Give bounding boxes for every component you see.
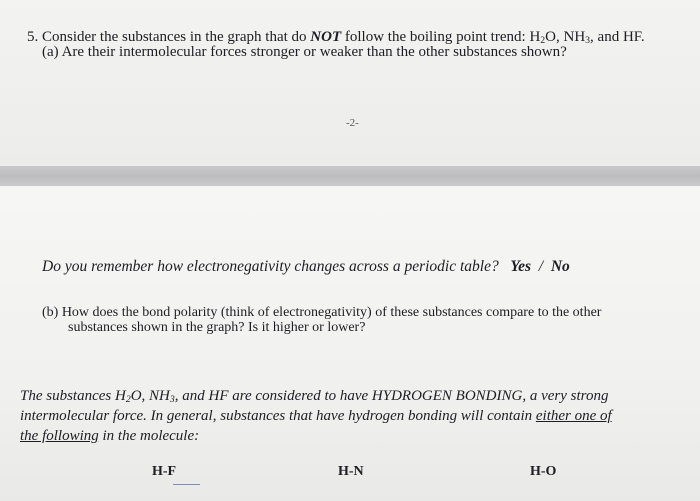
hydrogen-bonding-paragraph-line-3: the following in the molecule: <box>20 428 200 444</box>
bond-h-f: H-F <box>152 464 177 479</box>
remember-text: Do you remember how electronegativity changes across a periodic table? <box>42 258 499 275</box>
hydrogen-bonding-paragraph-line-2: intermolecular force. In general, substances that have hydrogen bonding will contain either one of <box>20 408 612 424</box>
yes-no-separator: / <box>538 258 544 275</box>
no-option[interactable]: No <box>550 258 570 275</box>
question-5-text-before: Consider the substances in the graph that do <box>42 29 307 45</box>
bond-h-o: H-O <box>530 464 557 479</box>
question-number: 5. <box>27 29 39 45</box>
hydrogen-bonding-paragraph-line-1: The substances $H_2O$, $NH_3$, and HF are considered to have HYDROGEN BONDING, a very strong <box>20 388 609 406</box>
worksheet-page-bottom <box>0 186 700 501</box>
bond-h-n: H-N <box>338 464 364 479</box>
question-part-b-line-1: (b) How does the bond polarity (think of electronegativity) of these substances compare to the other <box>42 305 602 320</box>
question-5-emphasis: NOT <box>310 29 342 45</box>
question-5-text-after: follow the boiling point trend: <box>344 29 526 45</box>
page-number: -2- <box>346 117 359 129</box>
worksheet-page-top <box>0 0 700 170</box>
question-part-a: (a) Are their intermolecular forces stronger or weaker than the other substances shown? <box>42 44 567 60</box>
yes-option[interactable]: Yes <box>510 258 532 275</box>
question-part-b-line-2: substances shown in the graph? Is it higher or lower? <box>68 320 366 335</box>
question-5-substances: $H_2O$, $NH_3$, and HF. <box>529 29 645 47</box>
h-f-underline <box>173 484 200 485</box>
remember-question <box>42 258 570 276</box>
